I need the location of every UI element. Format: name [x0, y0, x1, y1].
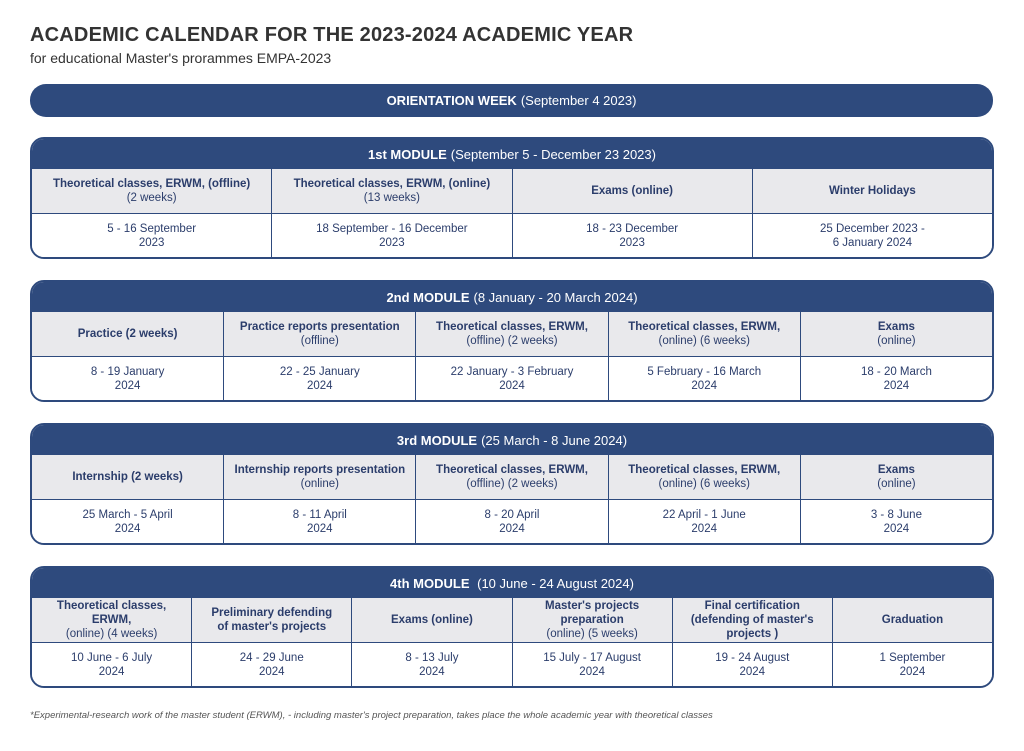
date-cell: 10 June - 6 July 2024 — [32, 643, 192, 686]
activity-cell: Theoretical classes, ERWM, (offline) (2 weeks) — [416, 455, 608, 499]
date-cell: 18 - 23 December 2023 — [513, 214, 753, 257]
date-cell: 25 December 2023 - 6 January 2024 — [819, 222, 925, 249]
footnote: *Experimental-research work of the master student (ERWM), - including master's project preparation, takes place the whole academic year with theoretical classes — [30, 710, 713, 721]
date-cell: 18 - 20 March 2024 — [860, 365, 932, 392]
date-cell: 15 July - 17 August 2024 — [513, 643, 673, 686]
module-title: 4th MODULE — [390, 575, 470, 591]
activity-cell: Theoretical classes, ERWM, (offline) (2 weeks) — [32, 169, 272, 213]
module-header — [32, 139, 992, 169]
activity-cell: Theoretical classes, ERWM, (online) (13 weeks) — [272, 169, 512, 213]
date-cell: 8 - 13 July 2024 — [352, 643, 512, 686]
activity-row — [32, 169, 992, 214]
date-cell: 8 - 19 January 2024 — [32, 357, 224, 400]
dates-row — [32, 214, 992, 257]
dates-row — [32, 643, 992, 686]
date-cell: 18 September - 16 December 2023 — [272, 214, 512, 257]
module-title: 3rd MODULE — [396, 432, 478, 448]
orientation-week-banner — [30, 84, 993, 117]
activity-cell: Final certification (defending of master's projects ) — [673, 598, 833, 642]
activity-cell: Theoretical classes, ERWM, (online) (4 weeks) — [32, 598, 192, 642]
activity-cell: Exams (online) — [877, 321, 916, 347]
activity-row — [32, 312, 992, 357]
date-cell: 5 February - 16 March 2024 — [609, 357, 801, 400]
date-cell: 8 - 11 April 2024 — [224, 500, 416, 543]
module-3-table — [30, 423, 994, 545]
dates-row — [32, 357, 992, 400]
module-dates: (10 June - 24 August 2024) — [473, 575, 634, 591]
module-title: 1st MODULE — [368, 146, 447, 162]
date-cell: 22 - 25 January 2024 — [224, 357, 416, 400]
module-4-table — [30, 566, 994, 688]
date-cell: 3 - 8 June 2024 — [870, 508, 922, 535]
date-cell: 1 September 2024 — [879, 651, 946, 678]
activity-cell: Winter Holidays — [828, 185, 916, 197]
date-cell: 22 January - 3 February 2024 — [416, 357, 608, 400]
orientation-label: ORIENTATION WEEK — [386, 93, 517, 108]
module-1-table — [30, 137, 994, 259]
activity-cell: Theoretical classes, ERWM, (online) (6 weeks) — [609, 312, 801, 356]
module-title: 2nd MODULE — [386, 289, 470, 305]
activity-cell: Exams (online) — [513, 169, 753, 213]
activity-row — [32, 455, 992, 500]
date-cell: 8 - 20 April 2024 — [416, 500, 608, 543]
page-title: ACADEMIC CALENDAR FOR THE 2023-2024 ACADEMIC YEAR — [30, 24, 634, 46]
activity-row — [32, 598, 992, 643]
activity-cell: Internship (2 weeks) — [32, 455, 224, 499]
activity-cell: Theoretical classes, ERWM, (online) (6 weeks) — [609, 455, 801, 499]
module-header — [32, 282, 992, 312]
date-cell: 22 April - 1 June 2024 — [609, 500, 801, 543]
date-cell: 19 - 24 August 2024 — [673, 643, 833, 686]
module-dates: (25 March - 8 June 2024) — [481, 432, 628, 448]
date-cell: 5 - 16 September 2023 — [32, 214, 272, 257]
page-subtitle: for educational Master's prorammes EMPA-2023 — [30, 50, 332, 66]
date-cell: 24 - 29 June 2024 — [192, 643, 352, 686]
activity-cell: Master's projects preparation (online) (5 weeks) — [513, 598, 673, 642]
activity-cell: Exams (online) — [877, 464, 916, 490]
module-header — [32, 425, 992, 455]
activity-cell: Graduation — [881, 614, 944, 626]
module-dates: (September 5 - December 23 2023) — [450, 146, 656, 162]
activity-cell: Preliminary defending of master's projects — [192, 598, 352, 642]
module-dates: (8 January - 20 March 2024) — [473, 289, 638, 305]
activity-cell: Practice reports presentation (offline) — [224, 312, 416, 356]
date-cell: 25 March - 5 April 2024 — [32, 500, 224, 543]
activity-cell: Theoretical classes, ERWM, (offline) (2 weeks) — [416, 312, 608, 356]
activity-cell: Internship reports presentation (online) — [224, 455, 416, 499]
module-header — [32, 568, 992, 598]
orientation-dates: (September 4 2023) — [520, 93, 637, 108]
activity-cell: Practice (2 weeks) — [32, 312, 224, 356]
activity-cell: Exams (online) — [352, 598, 512, 642]
dates-row — [32, 500, 992, 543]
module-2-table — [30, 280, 994, 402]
